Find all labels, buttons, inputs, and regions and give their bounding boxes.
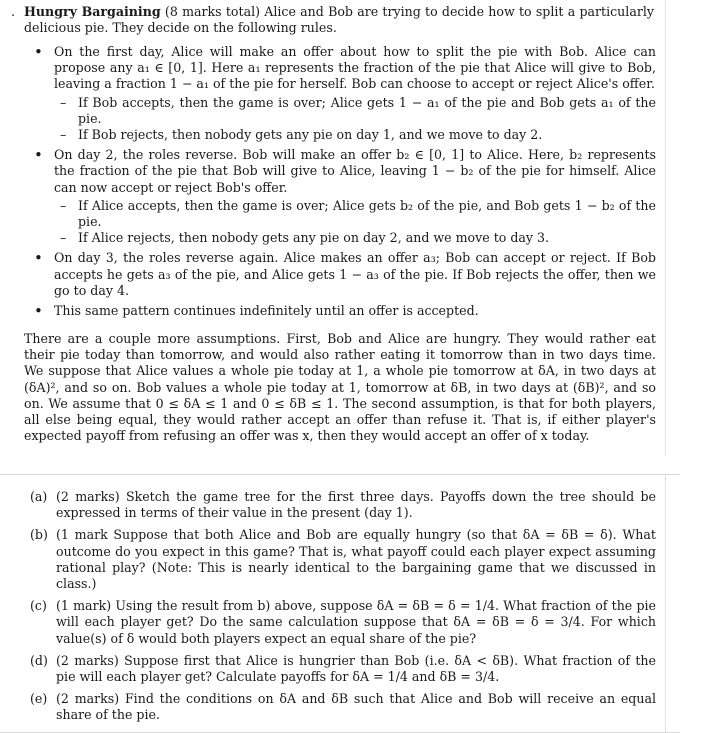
rule-sublist — [60, 198, 656, 247]
rule-item — [34, 147, 656, 246]
part-text: (1 mark) Using the result from b) above, suppose δA = δB = δ = 1/4. What fraction of the pie will each player get? Do the same calculation suppose that δA = δB = δ = 3/4. For which value(s) of δ would both players expect an equal share of the pie? — [56, 598, 656, 646]
part-text: (2 marks) Suppose first that Alice is hungrier than Bob (i.e. δA < δB). What fraction of the pie will each player get? Calculate payoffs for δA = 1/4 and δB = 3/4. — [56, 652, 656, 685]
part-text: (1 mark Suppose that both Alice and Bob are equally hungry (so that δA = δB = δ). What outcome do you expect in this game? That is, what payoff could each player expect assuming rational play? (Note: This is nearly identical to the bargaining game that we discussed in class.) — [56, 527, 656, 592]
rule-text: • On day 3, the roles reverse again. Alice makes an offer a₃; Bob can accept or reject. If Bob accepts he gets a₃ of the pie, and Alice gets 1 − a₃ of the pie. If Bob rejects the offer, then we go to day 4. — [54, 250, 656, 298]
rule-subitem-text: – If Alice rejects, then nobody gets any pie on day 2, and we move to day 3. — [78, 230, 550, 246]
rules-list — [34, 44, 656, 323]
question-parts — [0, 474, 680, 733]
rule-subitem — [60, 127, 656, 143]
rule-subitem — [60, 95, 656, 127]
rule-item — [34, 44, 656, 143]
rule-item — [34, 250, 656, 299]
part-label: (a) — [30, 489, 48, 504]
rule-subitem-text: – If Bob rejects, then nobody gets any pie on day 1, and we move to day 2. — [78, 127, 543, 143]
part-a — [30, 489, 656, 521]
page-edge-line — [665, 475, 666, 732]
part-c — [30, 598, 656, 647]
rule-subitem — [60, 198, 656, 230]
rule-text: • On the first day, Alice will make an offer about how to split the pie with Bob. Alice can propose any a₁ ∈ [0, 1]. Here a₁ represents the fraction of the pie that Alice will give to Bob, leaving a fraction 1 − a₁ of the pie for herself. Bob can choose to accept or reject Alice's offer. — [54, 44, 656, 92]
parts-list — [30, 489, 656, 730]
rule-sublist — [60, 95, 656, 144]
part-e — [30, 691, 656, 723]
rule-text: • On day 2, the roles reverse. Bob will make an offer b₂ ∈ [0, 1] to Alice. Here, b₂ represents the fraction of the pie that Bob will give to Alice, leaving 1 − b₂ of the pie for himself. Alice can now accept or reject Bob's offer. — [54, 147, 656, 195]
part-text: (2 marks) Find the conditions on δA and δB such that Alice and Bob will receive an equal share of the pie. — [56, 691, 656, 723]
part-label: (e) — [30, 691, 48, 707]
rule-subitem — [60, 230, 656, 246]
problem-lead-mark: . — [11, 4, 16, 19]
part-d — [30, 653, 656, 685]
rule-item — [34, 303, 656, 319]
rule-subitem-text: – If Alice accepts, then the game is over; Alice gets b₂ of the pie, and Bob gets 1 − b₂ of the pie. — [78, 197, 656, 230]
rule-subitem-text: – If Bob accepts, then the game is over; Alice gets 1 − a₁ of the pie and Bob gets a₁ of the pie. — [78, 94, 656, 126]
part-label: (b) — [30, 527, 48, 543]
part-label: (c) — [30, 598, 47, 614]
problem-intro — [24, 4, 654, 36]
part-label: (d) — [30, 652, 48, 668]
page-edge-line — [665, 0, 666, 456]
problem-title: Hungry Bargaining — [24, 4, 161, 19]
rule-text: • This same pattern continues indefinitely until an offer is accepted. — [54, 303, 479, 319]
part-b — [30, 527, 656, 592]
part-text: (2 marks) Sketch the game tree for the first three days. Payoffs down the tree should be expressed in terms of their value in the present (day 1). — [56, 489, 656, 521]
problem-intro-text: (8 marks total) Alice and Bob are trying to decide how to split a particularly delicious pie. They decide on the following rules. — [24, 4, 654, 36]
assumptions-paragraph: There are a couple more assumptions. First, Bob and Alice are hungry. They would rather eat their pie today than tomorrow, and would also rather eating it tomorrow than in two days time. We suppose that Alice values a whole pie today at 1, a whole pie tomorrow at δA, in two days at (δA)², and so on. Bob values a whole pie today at 1, tomorrow at δB, in two days at (δB)², and so on. We assume that 0 ≤ δA ≤ 1 and 0 ≤ δB ≤ 1. The second assumption, is that for both players, all else being equal, they would rather accept an offer than refuse it. That is, if either player's expected payoff from refusing an offer was x, then they would accept an offer of x today. — [24, 331, 656, 444]
